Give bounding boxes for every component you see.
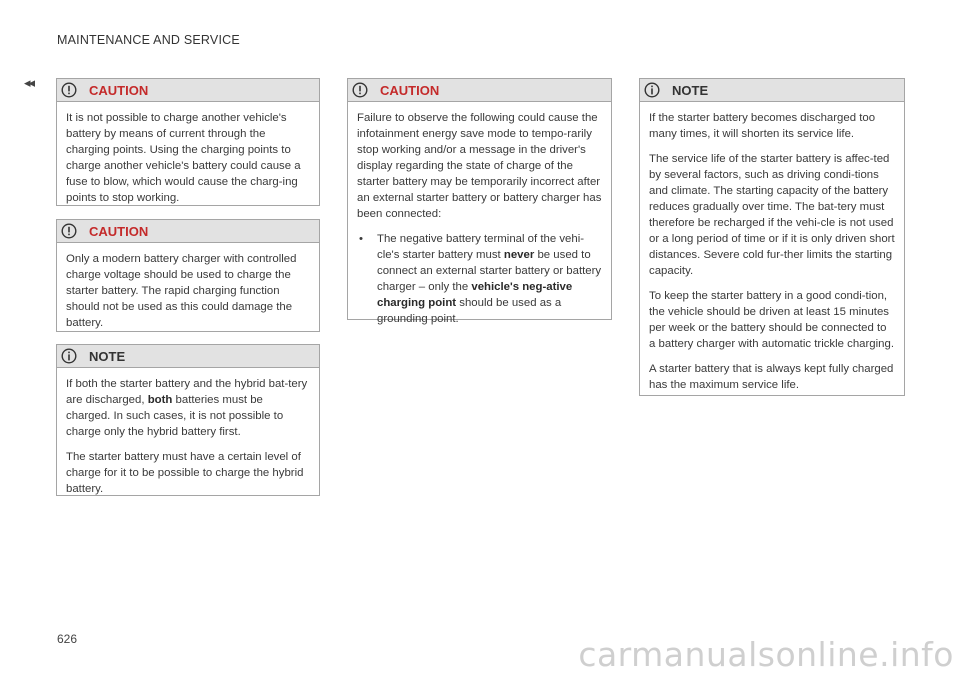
note-paragraph: A starter battery that is always kept fully charged has the maximum service life.	[649, 363, 894, 391]
note-label: NOTE	[89, 348, 126, 364]
caution-label: CAUTION	[89, 82, 149, 98]
note-body	[640, 102, 904, 404]
watermark: carmanualsonline.info	[578, 635, 954, 674]
info-icon	[61, 348, 77, 364]
caution-text: It is not possible to charge another vehicle's battery by means of current through the charging points. Using the charging points to charge another vehicle's battery could cause a fuse to blow, which would cause the charg-ing points to stop working.	[66, 112, 301, 204]
caution-text: Only a modern battery charger with controlled charge voltage should be used to charge the starter battery. The rapid charging function should not be used as this could damage the battery.	[66, 253, 297, 329]
page-number: 626	[57, 632, 78, 646]
caution-header	[348, 79, 611, 102]
note-header	[640, 79, 904, 102]
note-paragraph: If both the starter battery and the hybrid bat-tery are discharged, both batteries must be charged. In such cases, it is not possible to charge only the hybrid battery first.	[66, 378, 308, 438]
note-paragraph: The starter battery must have a certain level of charge for it to be possible to charge the hybrid battery.	[66, 451, 304, 495]
caution-box-1	[56, 78, 320, 206]
info-icon	[644, 82, 660, 98]
bullet-text: The negative battery terminal of the vehi-cle's starter battery must never be used to connect an external starter battery or battery charger – only the vehicle's neg-ative charging point should be used as a grounding point.	[377, 233, 602, 325]
note-label: NOTE	[672, 82, 709, 98]
note-paragraph: To keep the starter battery in a good condi-tion, the vehicle should be driven at least 15 minutes per week or the battery should be connected to a battery charger with automatic trickle charging.	[649, 290, 895, 350]
note-box-1	[56, 344, 320, 496]
caution-label: CAUTION	[380, 82, 440, 98]
caution-header	[57, 79, 319, 102]
caution-paragraph: Failure to observe the following could cause the infotainment energy save mode to tempo-rarily stop working and/or a message in the driver's display regarding the state of charge of the starter battery may be temporarily incorrect after an external starter battery or battery charger has been connected:	[357, 112, 602, 220]
caution-box-2	[56, 219, 320, 332]
caution-box-3	[347, 78, 612, 325]
back-arrows-icon[interactable]: ◂◂	[24, 75, 34, 90]
caution-bullet	[357, 231, 602, 327]
caution-body	[57, 243, 319, 342]
warning-icon	[61, 223, 77, 239]
note-body	[57, 368, 319, 508]
caution-body	[57, 102, 319, 217]
note-paragraph: If the starter battery becomes discharged too many times, it will shorten its service life.	[649, 112, 876, 140]
note-box-2	[639, 78, 905, 396]
caution-body	[348, 102, 611, 338]
caution-label: CAUTION	[89, 223, 149, 239]
bullet-mark: •	[359, 233, 363, 245]
caution-header	[57, 220, 319, 243]
warning-icon	[352, 82, 368, 98]
page-header-title: MAINTENANCE AND SERVICE	[57, 33, 240, 47]
note-header	[57, 345, 319, 368]
note-paragraph: The service life of the starter battery is affec-ted by several factors, such as driving condi-tions and climate. The starting capacity of the battery reduces gradually over time. The bat-tery must therefore be recharged if the vehi-cle is not used or a long period of time or if it is only driven short distances. Severe cold fur-ther limits the starting capacity.	[649, 153, 895, 277]
warning-icon	[61, 82, 77, 98]
